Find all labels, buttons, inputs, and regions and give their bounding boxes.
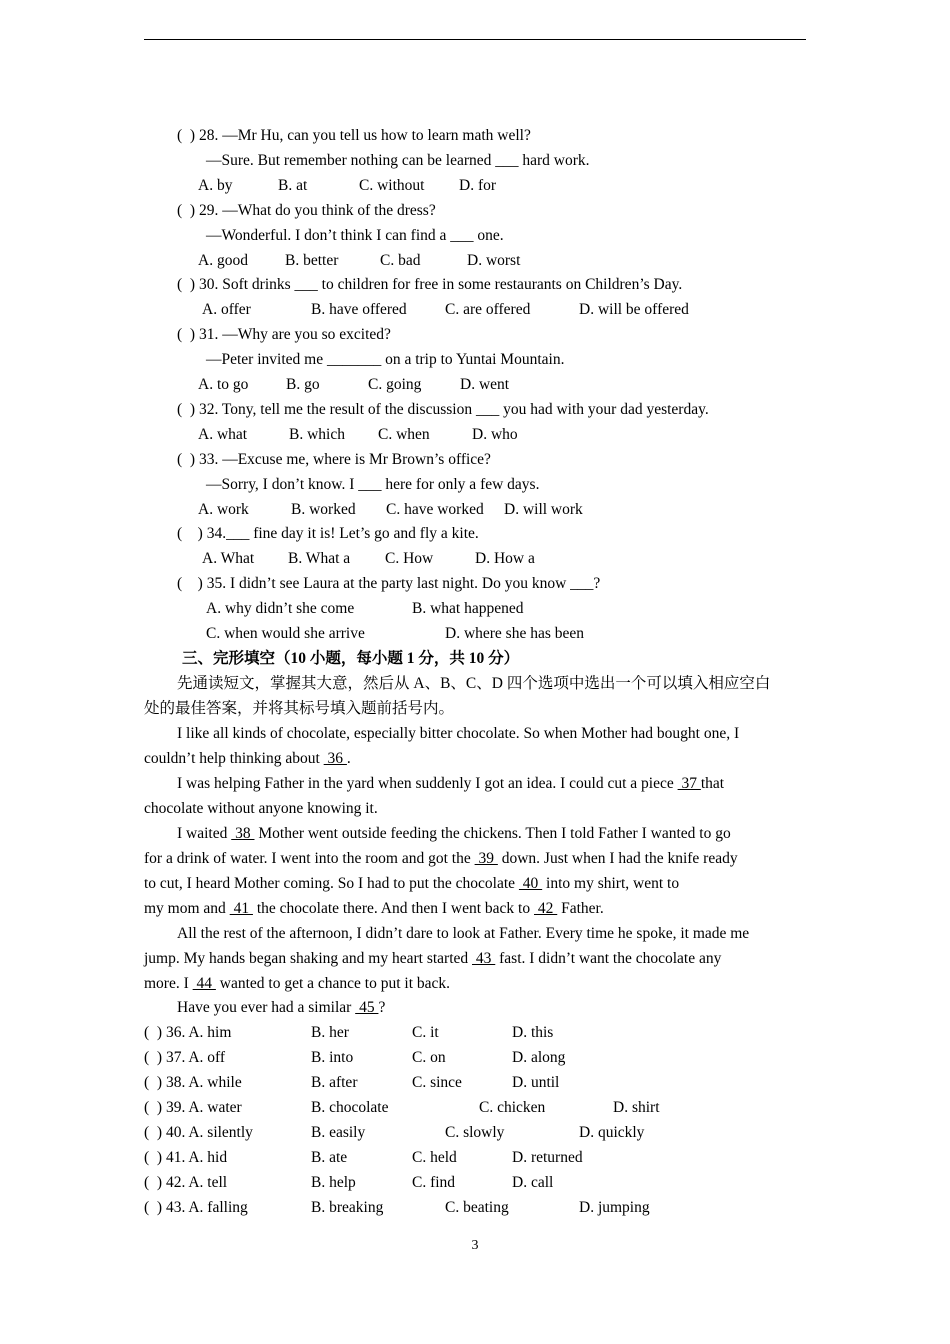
cloze-40-a: ( ) 40. A. silently	[144, 1124, 253, 1141]
cloze-36-d: D. this	[512, 1024, 554, 1041]
q33-option-d: D. will work	[504, 501, 583, 518]
q29-option-a: A. good	[198, 252, 248, 269]
q33-option-c: C. have worked	[386, 501, 484, 518]
q34-option-b: B. What a	[288, 550, 351, 567]
cloze-41-a: ( ) 41. A. hid	[144, 1149, 228, 1166]
question-28-response: —Sure. But remember nothing can be learned ___ hard work.	[206, 152, 590, 169]
passage-line: I like all kinds of chocolate, especially bitter chocolate. So when Mother had bought one, I	[177, 725, 740, 742]
cloze-36-c: C. it	[412, 1024, 439, 1041]
passage-line: I waited 38 Mother went outside feeding the chickens. Then I told Father I wanted to go	[177, 825, 731, 842]
q34-option-c: C. How	[385, 550, 434, 567]
section-instructions: 先通读短文，掌握其大意，然后从 A、B、C、D 四个选项中选出一个可以填入相应空白	[177, 675, 771, 692]
question-35: ( ) 35. I didn’t see Laura at the party last night. Do you know ___?	[177, 575, 601, 592]
q30-option-a: A. offer	[202, 301, 251, 318]
cloze-41-c: C. held	[412, 1149, 457, 1166]
cloze-43-d: D. jumping	[579, 1199, 650, 1216]
cloze-37-b: B. into	[311, 1049, 354, 1066]
cloze-41-b: B. ate	[311, 1149, 348, 1166]
q30-option-d: D. will be offered	[579, 301, 689, 318]
cloze-43-c: C. beating	[445, 1199, 509, 1216]
q33-option-a: A. work	[198, 501, 249, 518]
cloze-42-c: C. find	[412, 1174, 456, 1191]
cloze-38-d: D. until	[512, 1074, 560, 1091]
q35-option-c: C. when would she arrive	[206, 625, 365, 642]
blank-40: 40	[518, 875, 543, 892]
question-34: ( ) 34.___ fine day it is! Let’s go and fly a kite.	[177, 525, 479, 542]
cloze-38-c: C. since	[412, 1074, 462, 1091]
cloze-42-b: B. help	[311, 1174, 356, 1191]
question-31-response: —Peter invited me _______ on a trip to Yuntai Mountain.	[206, 351, 565, 368]
q29-option-b: B. better	[285, 252, 339, 269]
cloze-37-a: ( ) 37. A. off	[144, 1049, 226, 1066]
cloze-40-d: D. quickly	[579, 1124, 645, 1141]
passage-line: my mom and 41 the chocolate there. And then I went back to 42 Father.	[144, 900, 604, 917]
q31-option-a: A. to go	[198, 376, 249, 393]
blank-37: 37	[677, 775, 701, 792]
cloze-38-a: ( ) 38. A. while	[144, 1074, 242, 1091]
q32-option-c: C. when	[378, 426, 430, 443]
cloze-43-b: B. breaking	[311, 1199, 384, 1216]
passage-line: I was helping Father in the yard when suddenly I got an idea. I could cut a piece 37 that	[177, 775, 725, 792]
question-30: ( ) 30. Soft drinks ___ to children for free in some restaurants on Children’s Day.	[177, 276, 683, 293]
cloze-39-b: B. chocolate	[311, 1099, 389, 1116]
passage-line: to cut, I heard Mother coming. So I had to put the chocolate 40 into my shirt, went to	[144, 875, 680, 892]
passage-line: more. I 44 wanted to get a chance to put it back.	[144, 975, 451, 992]
cloze-41-d: D. returned	[512, 1149, 583, 1166]
cloze-42-a: ( ) 42. A. tell	[144, 1174, 228, 1191]
blank-39: 39	[474, 850, 498, 867]
blank-36: 36	[323, 750, 347, 767]
question-32: ( ) 32. Tony, tell me the result of the discussion ___ you had with your dad yesterday.	[177, 401, 709, 418]
q32-option-d: D. who	[472, 426, 518, 443]
blank-44: 44	[192, 975, 216, 992]
cloze-36-a: ( ) 36. A. him	[144, 1024, 232, 1041]
blank-42: 42	[534, 900, 558, 917]
question-29-response: —Wonderful. I don’t think I can find a ___ one.	[206, 227, 504, 244]
question-33: ( ) 33. —Excuse me, where is Mr Brown’s office?	[177, 451, 491, 468]
q30-option-b: B. have offered	[311, 301, 407, 318]
q31-option-d: D. went	[460, 376, 510, 393]
passage-line: Have you ever had a similar 45 ?	[177, 999, 386, 1016]
q29-option-d: D. worst	[467, 252, 521, 269]
cloze-40-b: B. easily	[311, 1124, 366, 1141]
cloze-39-a: ( ) 39. A. water	[144, 1099, 242, 1116]
blank-41: 41	[229, 900, 253, 917]
cloze-39-c: C. chicken	[479, 1099, 546, 1116]
cloze-37-c: C. on	[412, 1049, 446, 1066]
q30-option-c: C. are offered	[445, 301, 531, 318]
q31-option-c: C. going	[368, 376, 422, 393]
q33-option-b: B. worked	[291, 501, 356, 518]
blank-43: 43	[472, 950, 496, 967]
page-number: 3	[471, 1238, 479, 1253]
passage-line: couldn’t help thinking about 36 .	[144, 750, 351, 767]
cloze-42-d: D. call	[512, 1174, 554, 1191]
section-instructions-cont: 处的最佳答案，并将其标号填入题前括号内。	[144, 700, 455, 717]
q34-option-a: A. What	[202, 550, 255, 567]
blank-45: 45	[355, 999, 379, 1016]
blank-38: 38	[231, 825, 255, 842]
q35-option-a: A. why didn’t she come	[206, 600, 355, 617]
q35-option-d: D. where she has been	[445, 625, 585, 642]
q28-option-b: B. at	[278, 177, 308, 194]
question-33-response: —Sorry, I don’t know. I ___ here for only a few days.	[206, 476, 540, 493]
q28-option-c: C. without	[359, 177, 425, 194]
cloze-39-d: D. shirt	[613, 1099, 660, 1116]
passage-line: jump. My hands began shaking and my heart started 43 fast. I didn’t want the chocolate any	[144, 950, 722, 967]
cloze-36-b: B. her	[311, 1024, 349, 1041]
question-29: ( ) 29. —What do you think of the dress?	[177, 202, 436, 219]
section-heading: 三、完形填空（10 小题，每小题 1 分，共 10 分）	[182, 650, 520, 667]
cloze-43-a: ( ) 43. A. falling	[144, 1199, 248, 1216]
q34-option-d: D. How a	[475, 550, 535, 567]
q29-option-c: C. bad	[380, 252, 421, 269]
cloze-40-c: C. slowly	[445, 1124, 505, 1141]
q28-option-d: D. for	[459, 177, 497, 194]
passage-line: for a drink of water. I went into the room and got the 39 down. Just when I had the knife ready	[144, 850, 738, 867]
question-31: ( ) 31. —Why are you so excited?	[177, 326, 391, 343]
cloze-37-d: D. along	[512, 1049, 566, 1066]
q28-option-a: A. by	[198, 177, 233, 194]
passage-line: chocolate without anyone knowing it.	[144, 800, 378, 817]
passage-line: All the rest of the afternoon, I didn’t dare to look at Father. Every time he spoke, it made me	[177, 925, 750, 942]
q32-option-b: B. which	[289, 426, 345, 443]
q31-option-b: B. go	[286, 376, 320, 393]
header-rule	[144, 39, 806, 40]
q35-option-b: B. what happened	[412, 600, 524, 617]
q32-option-a: A. what	[198, 426, 248, 443]
cloze-38-b: B. after	[311, 1074, 358, 1091]
question-28: ( ) 28. —Mr Hu, can you tell us how to learn math well?	[177, 127, 531, 144]
